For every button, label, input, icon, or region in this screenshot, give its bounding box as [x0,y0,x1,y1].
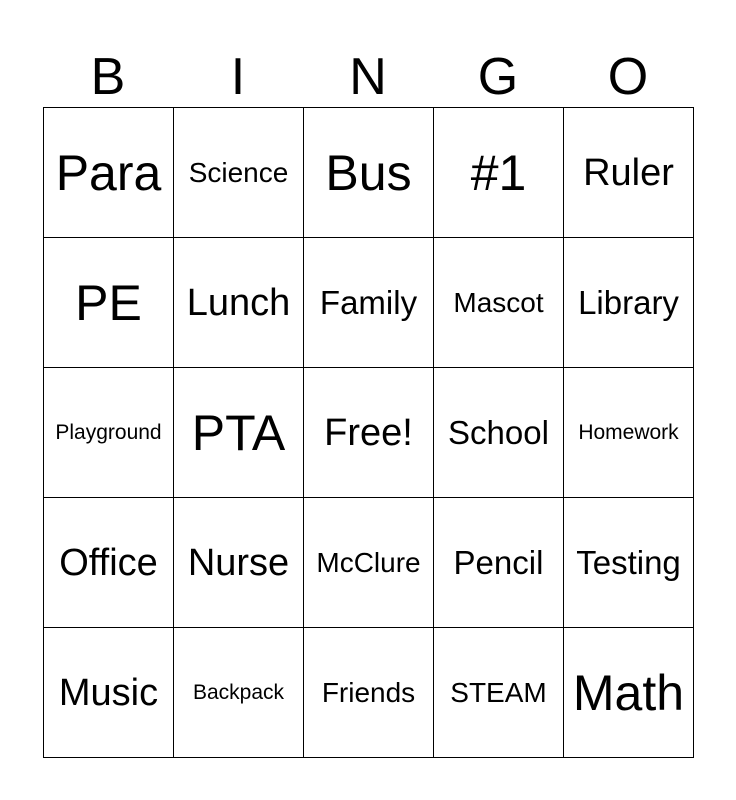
bingo-cell[interactable]: Friends [304,628,434,758]
bingo-cell[interactable]: Math [564,628,694,758]
bingo-board [43,107,694,758]
bingo-cell[interactable]: #1 [434,108,564,238]
bingo-cell[interactable]: Library [564,238,694,368]
bingo-cell[interactable]: Testing [564,498,694,628]
bingo-cell[interactable]: Music [44,628,174,758]
header-letter-g: G [477,48,519,106]
bingo-cell[interactable]: Office [44,498,174,628]
bingo-cell-free-space[interactable]: Free! [304,368,434,498]
bingo-cell[interactable]: Pencil [434,498,564,628]
bingo-cell[interactable]: Nurse [174,498,304,628]
bingo-cell[interactable]: Bus [304,108,434,238]
bingo-cell[interactable]: Homework [564,368,694,498]
bingo-cell[interactable]: Mascot [434,238,564,368]
header-letter-i: I [230,48,246,106]
bingo-cell[interactable]: Science [174,108,304,238]
bingo-cell[interactable]: Backpack [174,628,304,758]
bingo-cell[interactable]: Para [44,108,174,238]
bingo-cell[interactable]: PE [44,238,174,368]
header-letter-o: O [607,48,649,106]
bingo-cell[interactable]: Playground [44,368,174,498]
bingo-cell[interactable]: McClure [304,498,434,628]
header-letter-b: B [90,48,126,106]
bingo-header [43,42,693,106]
bingo-cell[interactable]: Family [304,238,434,368]
header-letter-n: N [349,48,387,106]
bingo-cell[interactable]: School [434,368,564,498]
bingo-cell[interactable]: Ruler [564,108,694,238]
bingo-cell[interactable]: Lunch [174,238,304,368]
bingo-cell[interactable]: STEAM [434,628,564,758]
bingo-cell[interactable]: PTA [174,368,304,498]
